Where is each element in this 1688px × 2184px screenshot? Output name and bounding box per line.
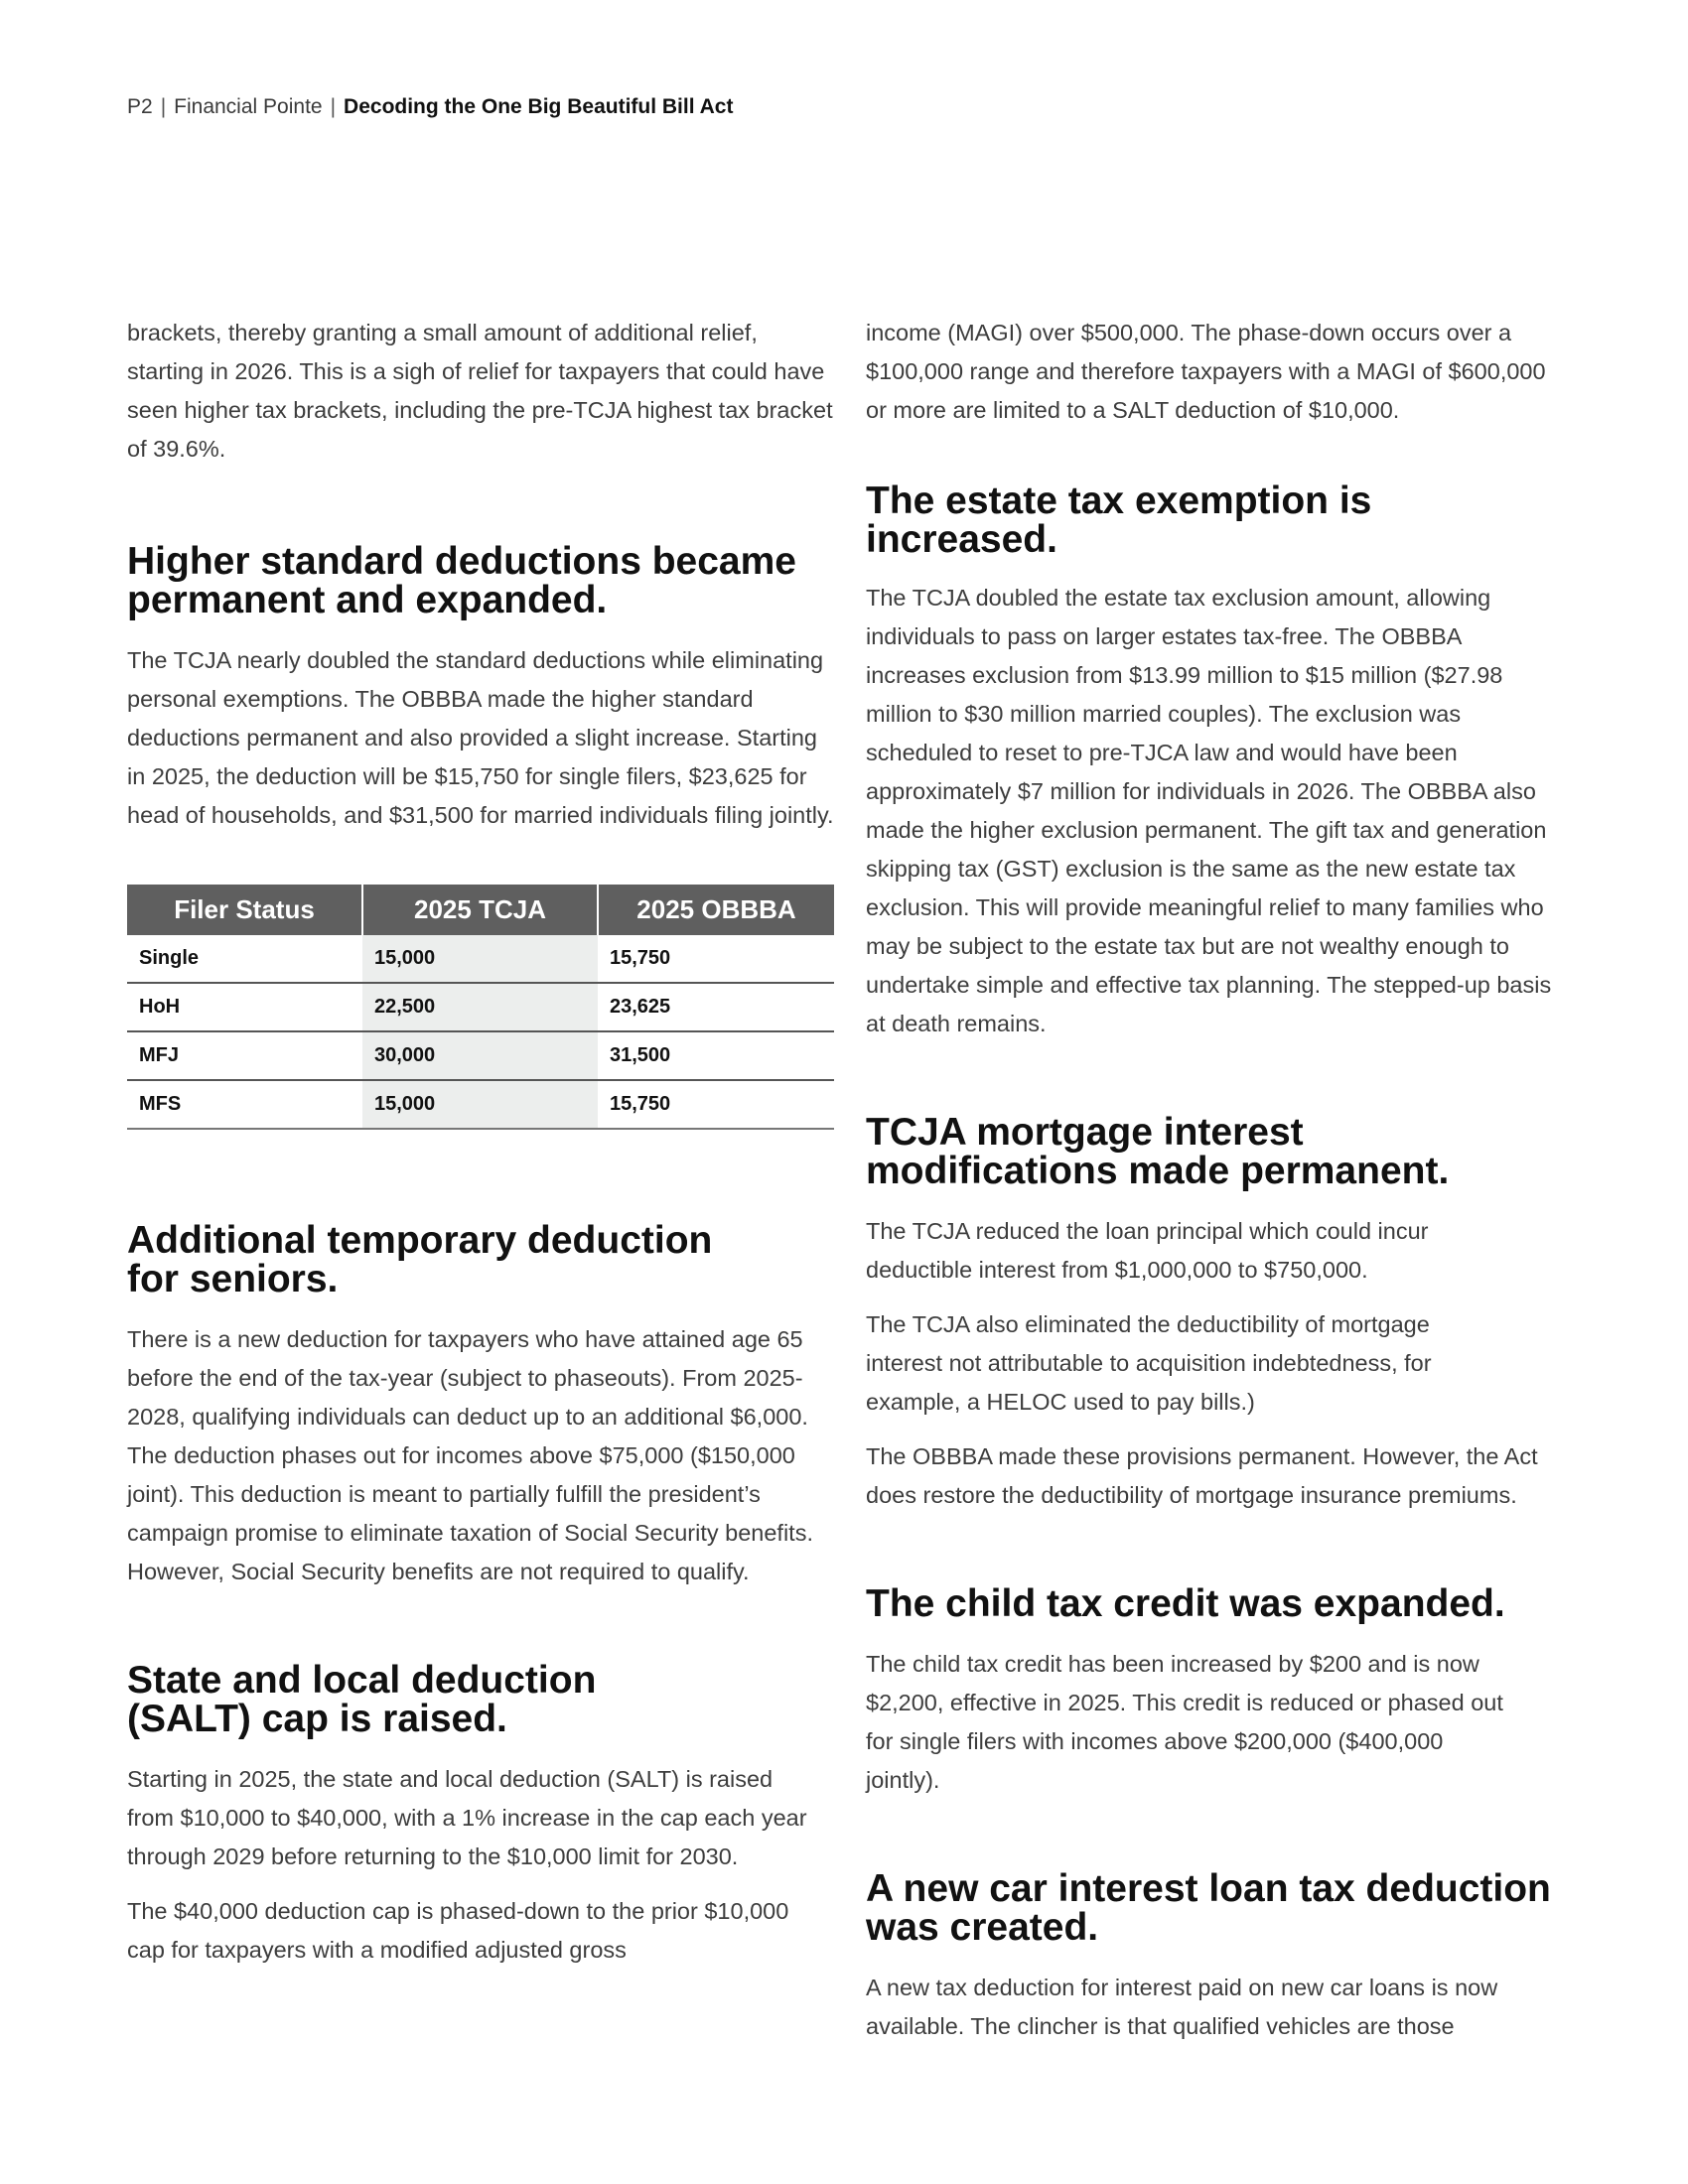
table-cell: 23,625 <box>598 983 834 1031</box>
document-title: Decoding the One Big Beautiful Bill Act <box>344 95 734 118</box>
table-cell: 22,500 <box>362 983 598 1031</box>
standard-deduction-paragraph: The TCJA nearly doubled the standard deductions while eliminating personal exemptions. The OBBBA made the higher standard deductions permanent and also provided a slight increase. Starting in 2025, the deduction will be $15,750 for single filers, $23,625 for head of households, and $31,500 for married individuals filing jointly. <box>127 647 834 828</box>
salt-continued-paragraph: income (MAGI) over $500,000. The phase-down occurs over a $100,000 range and therefore taxpayers with a MAGI of $600,000 or more are limited to a SALT deduction of $10,000. <box>866 320 1546 423</box>
table-header-cell: 2025 OBBBA <box>598 885 834 935</box>
table-header-cell: 2025 TCJA <box>362 885 598 935</box>
table-cell: 15,000 <box>362 935 598 983</box>
header-separator: | <box>330 95 337 118</box>
table-cell: 15,750 <box>598 935 834 983</box>
child-credit-paragraph: The child tax credit has been increased by $200 and is now $2,200, effective in 2025. This credit is reduced or phased out for single filers with incomes above $200,000 ($400,000 jointly). <box>866 1651 1503 1793</box>
mortgage-heading: TCJA mortgage interest modifications made permanent. <box>866 1111 1450 1192</box>
page-number: P2 <box>127 95 153 118</box>
estate-heading: The estate tax exemption is increased. <box>866 479 1372 561</box>
table-cell: 31,500 <box>598 1031 834 1080</box>
table-header-cell: Filer Status <box>127 885 362 935</box>
deduction-table <box>127 885 834 1130</box>
table-row <box>127 1031 834 1080</box>
car-loan-paragraph: A new tax deduction for interest paid on new car loans is now available. The clincher is that qualified vehicles are those <box>866 1975 1498 2039</box>
table-header-row <box>127 885 834 935</box>
salt-paragraph-2: The $40,000 deduction cap is phased-down to the prior $10,000 cap for taxpayers with a modified adjusted gross <box>127 1898 789 1963</box>
table-row <box>127 983 834 1031</box>
left-column <box>127 314 840 1970</box>
table-cell: 15,000 <box>362 1080 598 1129</box>
page-header <box>127 95 733 119</box>
brand-name: Financial Pointe <box>174 95 323 118</box>
child-credit-heading: The child tax credit was expanded. <box>866 1582 1505 1625</box>
mortgage-paragraph-2: The TCJA also eliminated the deductibility of mortgage interest not attributable to acquisition indebtedness, for example, a HELOC used to pay bills.) <box>866 1311 1432 1415</box>
header-separator: | <box>160 95 167 118</box>
car-loan-heading: A new car interest loan tax deduction was created. <box>866 1867 1551 1949</box>
table-row <box>127 935 834 983</box>
intro-paragraph: brackets, thereby granting a small amount of additional relief, starting in 2026. This is a sigh of relief for taxpayers that could have seen higher tax brackets, including the pre-TCJA highest tax bracket of 39.6%. <box>127 320 833 462</box>
standard-deduction-heading: Higher standard deductions became permanent and expanded. <box>127 540 796 621</box>
seniors-paragraph: There is a new deduction for taxpayers who have attained age 65 before the end of the tax-year (subject to phaseouts). From 2025-2028, qualifying individuals can deduct up to an additional $6,000. The deduction phases out for incomes above $75,000 ($150,000 joint). This deduction is meant to partially fulfill the president’s campaign promise to eliminate taxation of Social Security benefits. However, Social Security benefits are not required to qualify. <box>127 1326 813 1584</box>
table-cell: Single <box>127 935 362 983</box>
estate-paragraph: The TCJA doubled the estate tax exclusion amount, allowing individuals to pass on larger estates tax-free. The OBBBA increases exclusion from $13.99 million to $15 million ($27.98 million to $30 million married couples). The exclusion was scheduled to reset to pre-TJCA law and would have been approximately $7 million for individuals in 2026. The OBBBA also made the higher exclusion permanent. The gift tax and generation skipping tax (GST) exclusion is the same as the new estate tax exclusion. This will provide meaningful relief to many families who may be subject to the estate tax but are not wealthy enough to undertake simple and effective tax planning. The stepped-up basis at death remains. <box>866 585 1552 1036</box>
mortgage-paragraph-1: The TCJA reduced the loan principal which could incur deductible interest from $1,000,000 to $750,000. <box>866 1218 1429 1283</box>
salt-heading: State and local deduction (SALT) cap is raised. <box>127 1659 597 1740</box>
mortgage-paragraph-3: The OBBBA made these provisions permanent. However, the Act does restore the deductibility of mortgage insurance premiums. <box>866 1443 1538 1508</box>
table-cell: 30,000 <box>362 1031 598 1080</box>
table-cell: 15,750 <box>598 1080 834 1129</box>
seniors-heading: Additional temporary deduction for seniors. <box>127 1219 713 1300</box>
right-column <box>866 314 1561 2046</box>
table-cell: HoH <box>127 983 362 1031</box>
salt-paragraph-1: Starting in 2025, the state and local deduction (SALT) is raised from $10,000 to $40,000, with a 1% increase in the cap each year through 2029 before returning to the $10,000 limit for 2030. <box>127 1766 807 1869</box>
table-row <box>127 1080 834 1129</box>
table-cell: MFJ <box>127 1031 362 1080</box>
table-cell: MFS <box>127 1080 362 1129</box>
